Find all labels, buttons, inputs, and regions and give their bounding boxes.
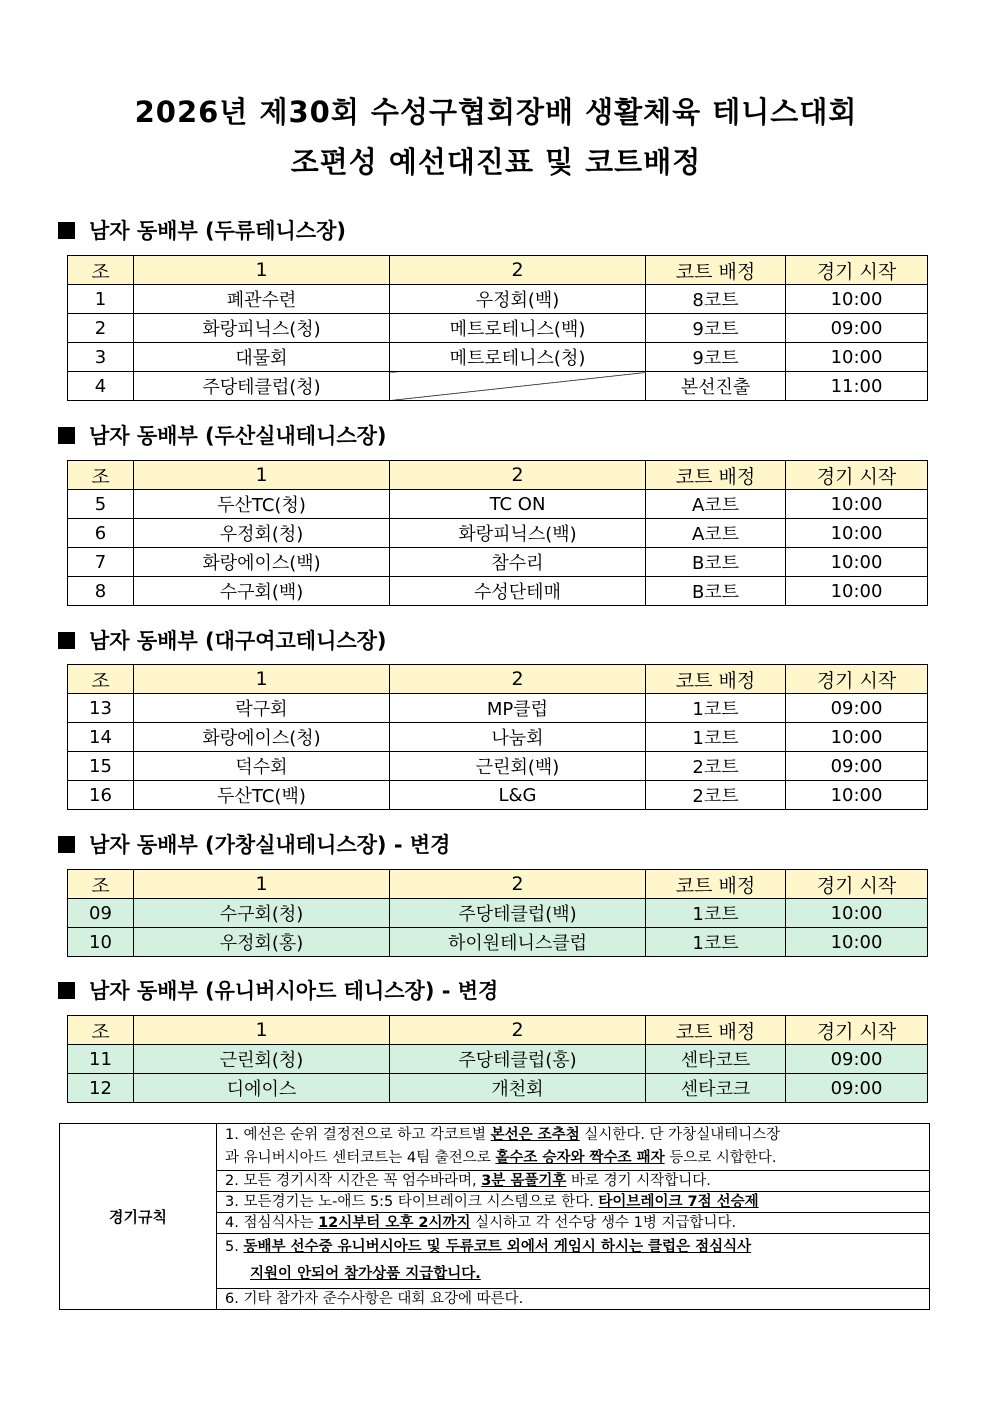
rules-label: 경기규칙 xyxy=(60,1124,217,1310)
rule-text: 1. 예선은 순위 결정전으로 하고 각코트별 xyxy=(225,1127,491,1143)
cell-time: 10:00 xyxy=(786,343,928,372)
cell-time: 09:00 xyxy=(786,694,928,723)
header-court: 코트 배정 xyxy=(646,1016,786,1045)
table-row xyxy=(68,372,928,401)
cell-team1: 화랑에이스(백) xyxy=(134,548,390,577)
table-row xyxy=(68,752,928,781)
cell-team2: 주당테클럽(홍) xyxy=(390,1045,646,1074)
cell-team1: 화랑피닉스(청) xyxy=(134,314,390,343)
rule-3 xyxy=(217,1192,930,1213)
cell-group: 2 xyxy=(68,314,134,343)
section-heading xyxy=(58,975,498,1005)
rules-table xyxy=(59,1123,930,1310)
table-row xyxy=(68,343,928,372)
rule-text: 3. 모든경기는 노-애드 5:5 타이브레이크 시스템으로 한다. xyxy=(225,1194,599,1210)
cell-team2: 개천회 xyxy=(390,1074,646,1103)
cell-team1: 폐관수련 xyxy=(134,285,390,314)
table-header-row xyxy=(68,256,928,285)
cell-time: 10:00 xyxy=(786,899,928,928)
table-row xyxy=(68,519,928,548)
section-heading-text: 남자 동배부 (대구여고테니스장) xyxy=(89,629,387,653)
cell-group: 4 xyxy=(68,372,134,401)
cell-time: 10:00 xyxy=(786,490,928,519)
header-group: 조 xyxy=(68,665,134,694)
table-header-row xyxy=(68,665,928,694)
table-row xyxy=(68,548,928,577)
header-team2: 2 xyxy=(390,1016,646,1045)
cell-group: 10 xyxy=(68,928,134,957)
header-team1: 1 xyxy=(134,665,390,694)
table-row xyxy=(68,1045,928,1074)
cell-team1: 대물회 xyxy=(134,343,390,372)
header-time: 경기 시작 xyxy=(786,256,928,285)
cell-group: 5 xyxy=(68,490,134,519)
cell-group: 16 xyxy=(68,781,134,810)
cell-team2: 근린회(백) xyxy=(390,752,646,781)
rule-emphasis: 본선은 조추첨 xyxy=(490,1127,580,1143)
header-team2: 2 xyxy=(390,665,646,694)
header-time: 경기 시작 xyxy=(786,1016,928,1045)
cell-court: 9코트 xyxy=(646,343,786,372)
bracket-table xyxy=(67,1015,928,1103)
cell-court: 8코트 xyxy=(646,285,786,314)
section-heading xyxy=(58,420,387,450)
section-heading-text: 남자 동배부 (두류테니스장) xyxy=(89,219,346,243)
header-time: 경기 시작 xyxy=(786,665,928,694)
bracket-table xyxy=(67,255,928,401)
cell-team2: 하이원테니스클럽 xyxy=(390,928,646,957)
header-court: 코트 배정 xyxy=(646,461,786,490)
bracket-table xyxy=(67,460,928,606)
cell-team1: 수구회(백) xyxy=(134,577,390,606)
header-group: 조 xyxy=(68,870,134,899)
cell-court: 9코트 xyxy=(646,314,786,343)
cell-team1: 두산TC(백) xyxy=(134,781,390,810)
rule-text: 실시하고 각 선수당 생수 1병 지급합니다. xyxy=(470,1215,737,1231)
table-row xyxy=(68,928,928,957)
cell-team2: MP클럽 xyxy=(390,694,646,723)
cell-team1: 근린회(청) xyxy=(134,1045,390,1074)
cell-team1: 화랑에이스(청) xyxy=(134,723,390,752)
cell-court: A코트 xyxy=(646,490,786,519)
cell-time: 11:00 xyxy=(786,372,928,401)
header-court: 코트 배정 xyxy=(646,665,786,694)
section-heading-text: 남자 동배부 (두산실내테니스장) xyxy=(89,424,387,448)
header-group: 조 xyxy=(68,1016,134,1045)
cell-court: A코트 xyxy=(646,519,786,548)
title-line-1: 2026년 제30회 수성구협회장배 생활체육 테니스대회 xyxy=(134,95,858,129)
square-bullet-icon xyxy=(58,982,75,999)
cell-team1: 덕수회 xyxy=(134,752,390,781)
cell-team2: L&G xyxy=(390,781,646,810)
table-header-row xyxy=(68,1016,928,1045)
rule-text: 5. xyxy=(225,1239,244,1255)
cell-team2: 우정회(백) xyxy=(390,285,646,314)
rule-1 xyxy=(217,1124,930,1171)
table-row xyxy=(68,577,928,606)
header-court: 코트 배정 xyxy=(646,256,786,285)
table-row xyxy=(68,1074,928,1103)
cell-court: B코트 xyxy=(646,577,786,606)
cell-court: 센타코크 xyxy=(646,1074,786,1103)
cell-team2: 주당테클럽(백) xyxy=(390,899,646,928)
rule-text: 등으로 시합한다. xyxy=(664,1150,777,1166)
cell-team2: 화랑피닉스(백) xyxy=(390,519,646,548)
cell-team1: 수구회(청) xyxy=(134,899,390,928)
cell-team1: 두산TC(청) xyxy=(134,490,390,519)
cell-court: 센타코트 xyxy=(646,1045,786,1074)
cell-team2: 메트로테니스(청) xyxy=(390,343,646,372)
cell-time: 10:00 xyxy=(786,577,928,606)
table-header-row xyxy=(68,461,928,490)
cell-court: 1코트 xyxy=(646,899,786,928)
cell-team1: 우정회(홍) xyxy=(134,928,390,957)
bracket-table xyxy=(67,869,928,957)
section-heading-text: 남자 동배부 (가창실내테니스장) - 변경 xyxy=(89,833,451,857)
header-group: 조 xyxy=(68,256,134,285)
square-bullet-icon xyxy=(58,427,75,444)
cell-time: 10:00 xyxy=(786,928,928,957)
cell-group: 13 xyxy=(68,694,134,723)
cell-team2-empty-diagonal xyxy=(390,372,646,401)
cell-team1: 우정회(청) xyxy=(134,519,390,548)
table-row xyxy=(68,490,928,519)
section-heading xyxy=(58,215,346,245)
cell-group: 12 xyxy=(68,1074,134,1103)
bracket-table xyxy=(67,664,928,810)
header-team1: 1 xyxy=(134,1016,390,1045)
section-heading-text: 남자 동배부 (유니버시아드 테니스장) - 변경 xyxy=(89,979,499,1003)
header-team1: 1 xyxy=(134,461,390,490)
table-row xyxy=(68,694,928,723)
cell-team2: 참수리 xyxy=(390,548,646,577)
cell-time: 09:00 xyxy=(786,314,928,343)
cell-group: 09 xyxy=(68,899,134,928)
rule-5 xyxy=(217,1234,930,1289)
header-team2: 2 xyxy=(390,870,646,899)
cell-court: 1코트 xyxy=(646,928,786,957)
cell-court: 본선진출 xyxy=(646,372,786,401)
header-team1: 1 xyxy=(134,256,390,285)
rule-emphasis: 홀수조 승자와 짝수조 패자 xyxy=(495,1150,665,1166)
table-row xyxy=(68,285,928,314)
cell-group: 7 xyxy=(68,548,134,577)
header-group: 조 xyxy=(68,461,134,490)
cell-court: 1코트 xyxy=(646,723,786,752)
cell-team2: 수성단테매 xyxy=(390,577,646,606)
cell-group: 11 xyxy=(68,1045,134,1074)
cell-group: 14 xyxy=(68,723,134,752)
cell-time: 10:00 xyxy=(786,519,928,548)
header-team2: 2 xyxy=(390,256,646,285)
rule-text: 바로 경기 시작합니다. xyxy=(566,1173,711,1189)
cell-court: 2코트 xyxy=(646,781,786,810)
section-heading xyxy=(58,829,450,859)
table-header-row xyxy=(68,870,928,899)
rule-emphasis: 12시부터 오후 2시까지 xyxy=(318,1215,471,1231)
rule-text: 4. 점심식사는 xyxy=(225,1215,319,1231)
cell-team2: TC ON xyxy=(390,490,646,519)
rule-emphasis: 3분 몸풀기후 xyxy=(481,1173,567,1189)
cell-time: 09:00 xyxy=(786,752,928,781)
rule-6 xyxy=(217,1289,930,1310)
header-court: 코트 배정 xyxy=(646,870,786,899)
rule-emphasis: 지원이 안되어 참가상품 지급합니다. xyxy=(250,1266,481,1282)
title-line-2: 조편성 예선대진표 및 코트배정 xyxy=(290,145,702,179)
cell-time: 10:00 xyxy=(786,781,928,810)
cell-team2: 나눔회 xyxy=(390,723,646,752)
square-bullet-icon xyxy=(58,836,75,853)
rule-2 xyxy=(217,1171,930,1192)
square-bullet-icon xyxy=(58,632,75,649)
cell-court: 2코트 xyxy=(646,752,786,781)
cell-time: 10:00 xyxy=(786,548,928,577)
rule-text: 과 유니버시아드 센터코트는 4팀 출전으로 xyxy=(225,1150,496,1166)
header-team2: 2 xyxy=(390,461,646,490)
rule-text: 6. 기타 참가자 준수사항은 대회 요강에 따른다. xyxy=(225,1291,524,1307)
cell-time: 09:00 xyxy=(786,1045,928,1074)
cell-team1: 디에이스 xyxy=(134,1074,390,1103)
cell-court: B코트 xyxy=(646,548,786,577)
cell-team2: 메트로테니스(백) xyxy=(390,314,646,343)
cell-time: 09:00 xyxy=(786,1074,928,1103)
table-row xyxy=(68,781,928,810)
header-time: 경기 시작 xyxy=(786,461,928,490)
table-row xyxy=(68,314,928,343)
cell-team1: 락구회 xyxy=(134,694,390,723)
rule-text: 실시한다. 단 가창실내테니스장 xyxy=(579,1127,781,1143)
cell-group: 1 xyxy=(68,285,134,314)
cell-time: 10:00 xyxy=(786,723,928,752)
cell-group: 3 xyxy=(68,343,134,372)
cell-group: 15 xyxy=(68,752,134,781)
cell-court: 1코트 xyxy=(646,694,786,723)
cell-group: 8 xyxy=(68,577,134,606)
square-bullet-icon xyxy=(58,222,75,239)
header-team1: 1 xyxy=(134,870,390,899)
rule-emphasis: 타이브레이크 7점 선승제 xyxy=(598,1194,759,1210)
rule-text: 2. 모든 경기시작 시간은 꼭 엄수바라며, xyxy=(225,1173,482,1189)
rule-emphasis: 동배부 선수중 유니버시아드 및 두류코트 외에서 게임시 하시는 클럽은 점심식사 xyxy=(243,1239,752,1255)
cell-team1: 주당테클럽(청) xyxy=(134,372,390,401)
header-time: 경기 시작 xyxy=(786,870,928,899)
cell-time: 10:00 xyxy=(786,285,928,314)
table-row xyxy=(68,899,928,928)
table-row xyxy=(68,723,928,752)
cell-group: 6 xyxy=(68,519,134,548)
rule-4 xyxy=(217,1213,930,1234)
section-heading xyxy=(58,625,387,655)
